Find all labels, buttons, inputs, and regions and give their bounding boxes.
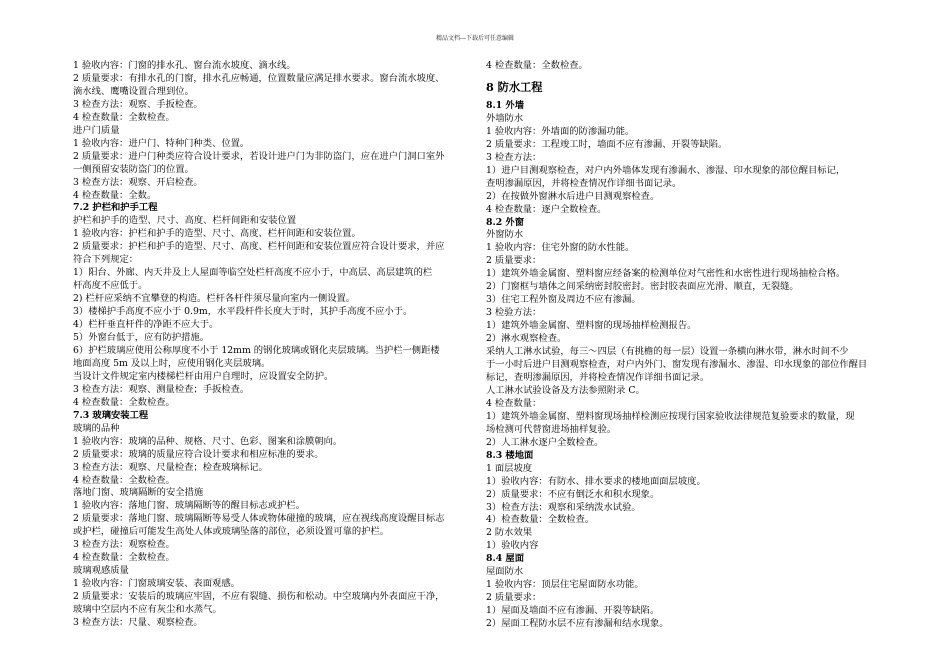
text-line: 1 验收内容：护栏和护手的造型、尺寸、高度、栏杆间距和安装位置。 — [73, 228, 361, 240]
text-line: 2 质量要求：进户门种类应符合设计要求，若设计进户门为非防盗门，应在进户门洞口室外 — [73, 150, 445, 162]
text-line: 1）建筑外墙金属窗、塑料窗应经备案的检测单位对气密性和水密性进行现场抽检合格。 — [486, 268, 846, 280]
text-line: 进户门质量 — [73, 124, 120, 136]
section-heading: 8.2 外窗 — [486, 216, 525, 228]
section-heading: 8.3 楼地面 — [486, 449, 534, 461]
text-line: 1）进户目测观察检查，对户内外墙体发现有渗漏水、渗湿、印水现象的部位醒目标记， — [486, 164, 846, 176]
text-line: 滴水线、鹰嘴设置合理到位。 — [73, 85, 194, 97]
text-line: 1）建筑外墙金属窗、塑料窗现场抽样检测应按现行国家验收法律规范复验要求的数量，现 — [486, 410, 855, 422]
text-line: 护栏和护手的造型、尺寸、高度、栏杆间距和安装位置 — [73, 215, 297, 227]
text-line: 2）屋面工程防水层不应有渗漏和结水现象。 — [486, 618, 669, 630]
text-line: 3 检查方法：观察、测量检查；手扳检查。 — [73, 383, 250, 395]
text-line: 1）屋面及墙面不应有渗漏、开裂等缺陷。 — [486, 605, 660, 617]
text-line: 2）在按做外窗淋水后进户目测观察检查。 — [486, 190, 660, 202]
text-line: 1 验收内容：进户门、特种门种类、位置。 — [73, 137, 250, 149]
text-line: 外窗防水 — [486, 229, 524, 241]
text-line: 2）门窗框与墙体之间采纳密封胶密封。密封胶表面应光滑、顺直，无裂缝。 — [486, 281, 799, 293]
text-line: 场检测可代替窗进场抽样复验。 — [486, 423, 617, 435]
text-line: 4 检查数量：全数检查。 — [73, 552, 175, 564]
text-line: 或护栏，碰撞后可能发生高处人体或玻璃坠落的部位，必须设置可靠的护栏。 — [73, 526, 390, 538]
text-line: 屋面防水 — [486, 566, 524, 578]
text-line: 4 检查数量：全数。 — [73, 189, 157, 201]
text-line: 于一小时后进户目测观察检查，对户内外门、窗发现有渗漏水、渗湿、印水现象的部位作醒目 — [486, 359, 868, 371]
text-line: 2 质量要求：玻璃的质量应符合设计要求和相应标准的要求。 — [73, 448, 324, 460]
text-line: 4）栏杆垂直杆件的净距不应大于。 — [73, 319, 219, 331]
text-line: 1 验收内容：门窗玻璃安装、表面观感。 — [73, 578, 240, 590]
text-line: 3 检查方法：观察、手扳检查。 — [73, 98, 203, 110]
text-line: 采纳人工淋水试验，每三～四层（有挑檐的每一层）设置一条横向淋水带，淋水时间不少 — [486, 346, 849, 358]
text-line: 2 质量要求：安装后的玻璃应牢固，不应有裂缝、损伤和松动。中空玻璃内外表面应干净， — [73, 591, 445, 603]
text-line: 3 检查方法：尺量、观察检查。 — [73, 616, 203, 628]
text-line: 地面高度 5m 及以上时，应使用钢化夹层玻璃。 — [73, 357, 271, 369]
text-line: 1）验收内容 — [486, 540, 539, 552]
text-line: 2 质量要求： — [486, 255, 542, 267]
text-line: 5）外窗台低于，应有防护措施。 — [73, 332, 210, 344]
text-line: 6）护栏玻璃应使用公称厚度不小于 12mm 的钢化玻璃或钢化夹层玻璃。当护栏一侧距楼 — [73, 344, 440, 356]
text-line: 玻璃中空层内不应有灰尘和水蒸气。 — [73, 604, 222, 616]
page-header: 精品文档---下载后可任意编辑 — [435, 35, 515, 42]
text-line: 3 检查方法： — [486, 151, 542, 163]
text-line: 2 质量要求：落地门窗、玻璃隔断等易受人体或物体碰撞的玻璃，应在视线高度设醒目标志 — [73, 513, 445, 525]
text-line: 1 验收内容：玻璃的品种、规格、尺寸、色彩、图案和涂膜朝向。 — [73, 435, 343, 447]
text-line: 4 检查数量：逐户全数检查。 — [486, 203, 607, 215]
text-line: 一侧预留安装防盗门的位置。 — [73, 163, 194, 175]
text-line: 1 验收内容：门窗的排水孔、窗台流水坡度、滴水线。 — [73, 60, 296, 71]
text-line: 4 检查数量： — [486, 397, 542, 409]
text-line: 3）检查方法：观察和采纳泼水试验。 — [486, 501, 641, 513]
text-line: 2 质量要求：护栏和护手的造型、尺寸、高度、栏杆间距和安装位置应符合设计要求，并应 — [73, 241, 445, 253]
text-line: 符合下列规定： — [73, 254, 139, 266]
text-line: 1）阳台、外廊、内天井及上人屋面等临空处栏杆高度不应小于，中高层、高层建筑的栏 — [73, 267, 433, 279]
text-line: 3 检查方法：观察、尺量检查；检查玻璃标记。 — [73, 461, 268, 473]
text-line: 杆高度不应低于。 — [73, 280, 148, 292]
text-line: 2）淋水观察检查。 — [486, 333, 567, 345]
text-line: 3 检验方法： — [486, 307, 542, 319]
text-line: 2 防水效果 — [486, 527, 533, 539]
text-line: 1 验收内容：顶层住宅屋面防水功能。 — [486, 579, 644, 591]
text-line: 2）质量要求：不应有倒泛水和积水现象。 — [486, 488, 660, 500]
text-line: 2 质量要求：工程竣工时，墙面不应有渗漏、开裂等缺陷。 — [486, 138, 728, 150]
section-heading: 8.4 屋面 — [486, 553, 525, 565]
text-line: 1）验收内容：有防水、排水要求的楼地面面层坡度。 — [486, 475, 706, 487]
text-line: 人工淋水试验设备及方法参照附录 C。 — [486, 384, 645, 396]
text-line: 4 检查数量：全数检查。 — [73, 396, 175, 408]
section-heading: 8.1 外墙 — [486, 99, 525, 111]
text-line: 1）建筑外墙金属窗、塑料窗的现场抽样检测报告。 — [486, 320, 697, 332]
section-heading: 8 防水工程 — [486, 79, 543, 94]
section-heading: 7.3 玻璃安装工程 — [73, 409, 149, 421]
text-line: 标记，查明渗漏原因，并将检查情况作详细书面记录。 — [486, 371, 710, 383]
left-column — [73, 60, 469, 630]
text-line: 3）楼梯护手高度不应小于 0.9m，水平段杆件长度大于时，其护手高度不应小于。 — [73, 306, 413, 318]
text-line: 4 检查数量：全数检查。 — [73, 474, 175, 486]
text-line: 3 检查方法：观察、开启检查。 — [73, 176, 203, 188]
text-line: 查明渗漏原因，并将检查情况作详细书面记录。 — [486, 177, 682, 189]
text-line: 落地门窗、玻璃隔断的安全措施 — [73, 487, 204, 499]
text-line: 1 面层坡度 — [486, 462, 533, 474]
text-line: 1 验收内容：住宅外窗的防水性能。 — [486, 242, 635, 254]
text-line: 4 检查数量：全数检查。 — [486, 60, 588, 71]
text-line: 4）检查数量：全数检查。 — [486, 514, 595, 526]
text-line: 当设计文件规定室内楼梯栏杆由用户自理时，应设置安全防护。 — [73, 370, 334, 382]
text-line: 2 质量要求：有排水孔的门窗，排水孔应畅通，位置数量应满足排水要求。窗台流水坡度、 — [73, 72, 445, 84]
text-line: 玻璃观感质量 — [73, 565, 129, 577]
text-line: 2）人工淋水逐户全数检查。 — [486, 436, 604, 448]
text-line: 4 检查数量：全数检查。 — [73, 111, 175, 123]
text-line: 3）住宅工程外窗及周边不应有渗漏。 — [486, 294, 641, 306]
right-column — [486, 60, 886, 631]
section-heading: 7.2 护栏和护手工程 — [73, 202, 158, 214]
text-line: 3 检查方法：观察检查。 — [73, 539, 175, 551]
text-line: 2 质量要求： — [486, 592, 542, 604]
text-line: 1 验收内容：外墙面的防渗漏功能。 — [486, 125, 635, 137]
text-line: 玻璃的品种 — [73, 422, 120, 434]
text-line: 2) 栏杆应采纳不宜攀登的构造。栏杆各杆件须尽量向室内一侧设置。 — [73, 293, 356, 305]
text-line: 外墙防水 — [486, 112, 524, 124]
text-line: 1 验收内容：落地门窗、玻璃隔断等的醒目标志或护栏。 — [73, 500, 305, 512]
